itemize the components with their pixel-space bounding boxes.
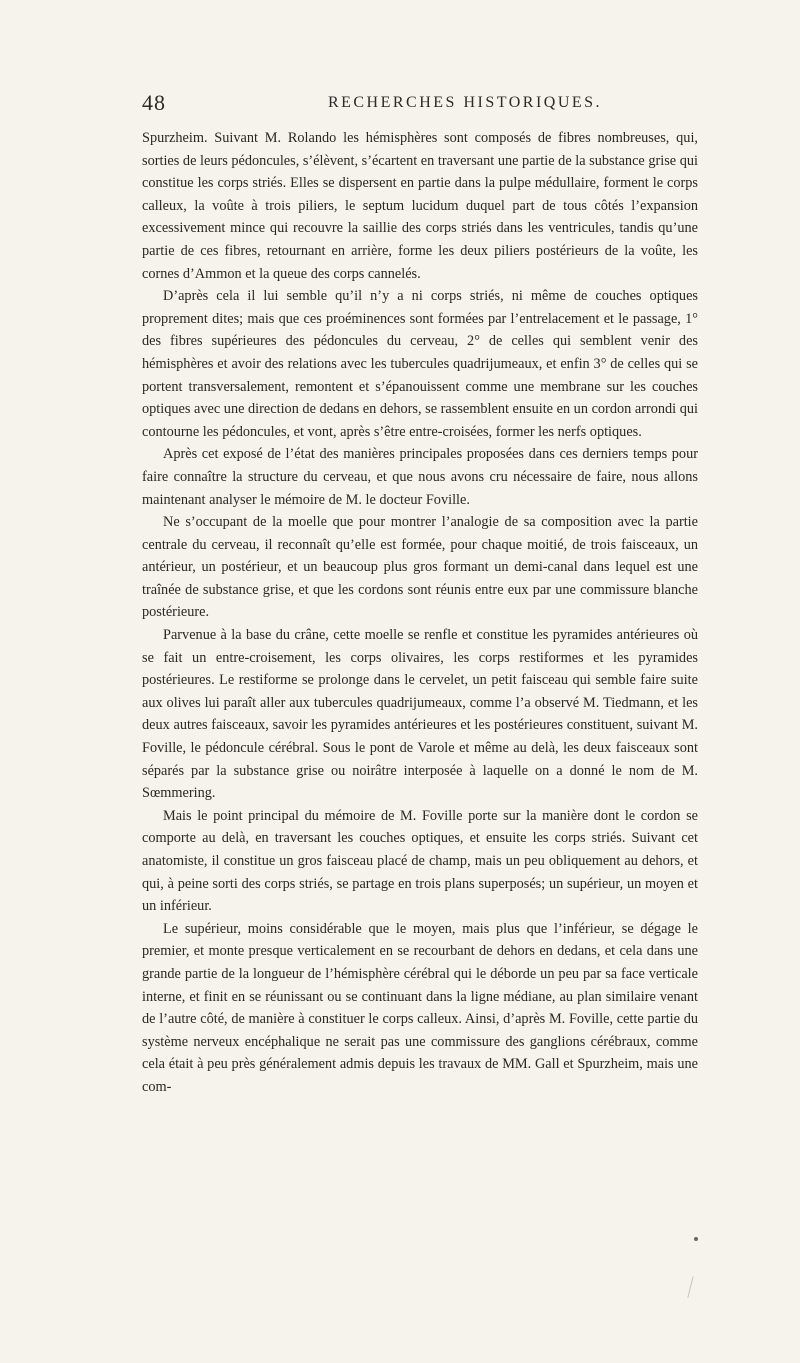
ink-speck	[694, 1237, 698, 1241]
paper-mark	[687, 1276, 693, 1298]
paragraph-3: Après cet exposé de l’état des manières principales proposées dans ces derniers temps pour faire connaître la structure du cerveau, et que nous avons cru nécessaire de faire, nous allons maintenant analyser le mémoire de M. le docteur Foville.	[142, 446, 698, 508]
paragraph-1: Spurzheim. Suivant M. Rolando les hémisphères sont composés de fibres nombreuses, qui, sorties de leurs pédoncules, s’élèvent, s’écartent en traversant une partie de la substance grise qui constitue les corps striés. Elles se dispersent en partie dans la pulpe médullaire, forment le corps calleux, la voûte à trois piliers, le septum lucidum duquel part de tous côtés l’expansion excessivement mince qui recouvre la saillie des corps striés dans les ventricules, tandis qu’une partie de ces fibres, retournant en arrière, forme les deux piliers postérieurs de la voûte, les cornes d’Ammon et la queue des corps cannelés.	[142, 130, 698, 282]
page-number: 48	[142, 90, 166, 115]
paragraph-6: Mais le point principal du mémoire de M. Foville porte sur la manière dont le cordon se comporte au delà, en traversant les couches optiques, et ensuite les corps striés. Suivant cet anatomiste, il constitue un gros faisceau placé de champ, mais un peu obliquement au dehors, et qui, à peine sorti des corps striés, se partage en trois plans superposés; un supérieur, un moyen et un inférieur.	[142, 807, 698, 915]
paragraph-2: D’après cela il lui semble qu’il n’y a ni corps striés, ni même de couches optiques proprement dites; mais que ces proéminences sont formées par l’entrelacement et le passage, 1° des fibres supérieures des pédoncules du cerveau, 2° de celles qui semblent venir des hémisphères et avoir des relations avec les tubercules quadrijumeaux, et enfin 3° de celles qui se portent transversalement, remontent et s’épanouissent comme une membrane sur les couches optiques avec une direction de dedans en dehors, se rassemblent ensuite en un cordon arrondi qui contourne les pédoncules, et vont, après s’être entre-croisées, former les nerfs optiques.	[142, 288, 698, 440]
paragraph-4: Ne s’occupant de la moelle que pour montrer l’analogie de sa composition avec la partie centrale du cerveau, il reconnaît qu’elle est formée, pour chaque moitié, de trois faisceaux, un antérieur, un postérieur, et un beaucoup plus gros formant un demi-canal dans lequel est une traînée de substance grise, et que les cordons sont réunis entre eux par une commissure blanche postérieure.	[142, 514, 698, 621]
page-header	[142, 90, 698, 120]
running-head: RECHERCHES HISTORIQUES.	[327, 94, 603, 111]
paragraph-5: Parvenue à la base du crâne, cette moelle se renfle et constitue les pyramides antérieures où se fait un entre-croisement, les corps olivaires, les corps restiformes et les pyramides postérieures. Le restiforme se prolonge dans le cervelet, un petit faisceau qui semble faire suite aux olives lui paraît aller aux tubercules quadrijumeaux, comme l’a observé M. Tiedmann, et les deux autres faisceaux, savoir les pyramides antérieures et les postérieures constituent, suivant M. Foville, le pédoncule cérébral. Sous le pont de Varole et même au delà, les deux faisceaux sont séparés par la substance grise ou noirâtre interposée à laquelle on a donné le nom de M. Sœmmering.	[142, 627, 698, 802]
paragraph-7: Le supérieur, moins considérable que le moyen, mais plus que l’inférieur, se dégage le premier, et monte presque verticalement en se recourbant de dehors en dedans, et cela dans une grande partie de la longueur de l’hémisphère cérébral qui le déborde un peu par sa face verticale interne, et finit en se réunissant ou se continuant dans la ligne médiane, au plan similaire venant de l’autre côté, de manière à constituer le corps calleux. Ainsi, d’après M. Foville, cette partie du système nerveux encéphalique ne serait pas une commissure des ganglions cérébraux, comme cela était à peu près généralement admis depuis les travaux de MM. Gall et Spurzheim, mais une com-	[142, 920, 698, 1095]
body-text	[142, 127, 698, 1099]
